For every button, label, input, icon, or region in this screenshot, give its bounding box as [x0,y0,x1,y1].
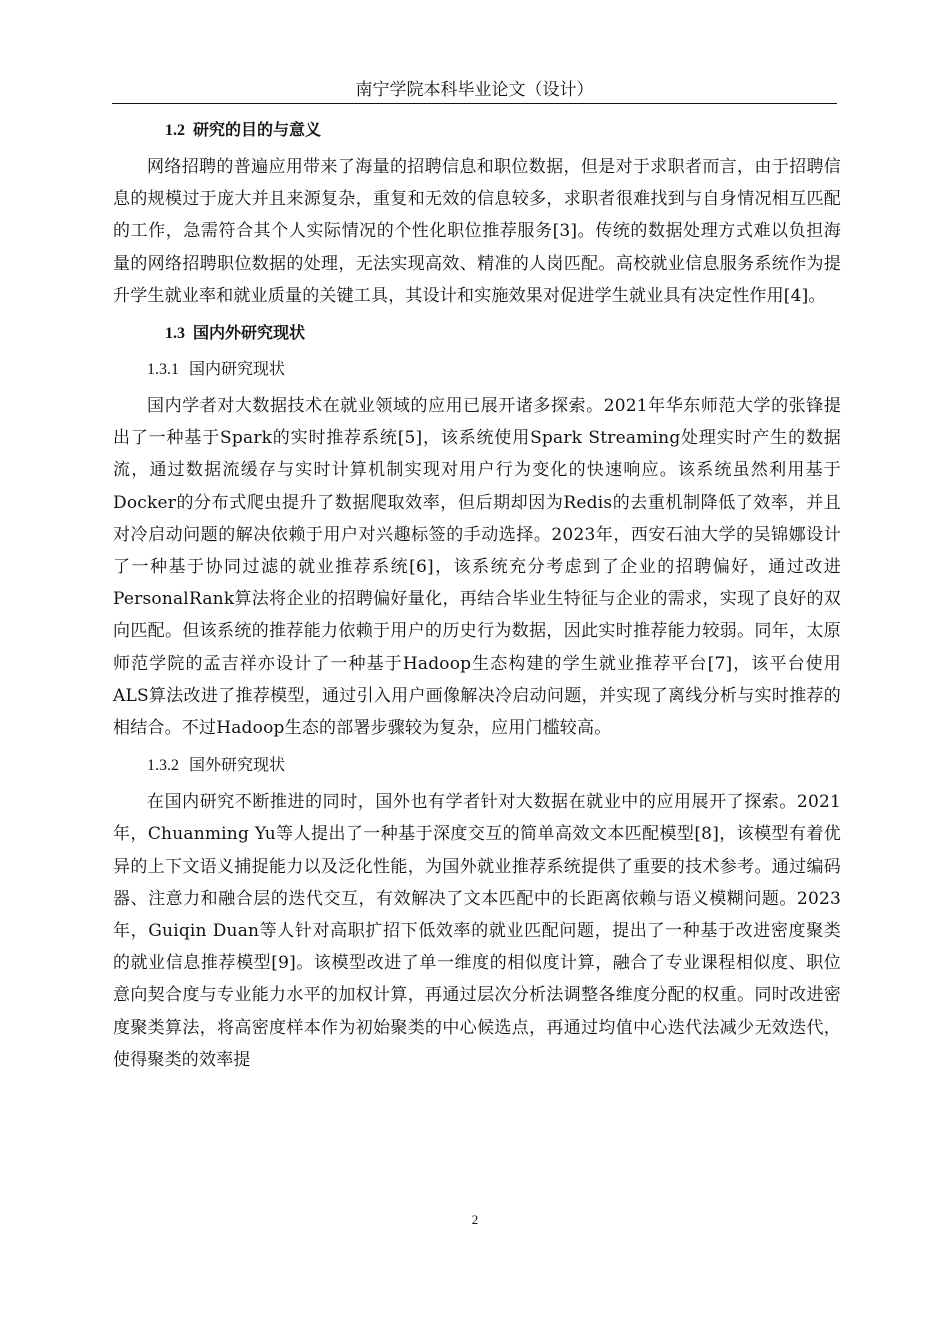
section-number: 1.2 [165,122,185,139]
section-number: 1.3 [165,325,185,343]
section-1-2-paragraph: 网络招聘的普遍应用带来了海量的招聘信息和职位数据，但是对于求职者而言，由于招聘信息的规模过于庞大并且来源复杂，重复和无效的信息较多，求职者很难找到与自身情况相互匹配的工作，急需符合其个人实际情况的个性化职位推荐服务[3]。传统的数据处理方式难以负担海量的网络招聘职位数据的处理，无法实现高效、精准的人岗匹配。高校就业信息服务系统作为提升学生就业率和就业质量的关键工具，其设计和实施效果对促进学生就业具有决定性作用[4]。 [113,157,841,306]
page-header: 南宁学院本科毕业论文（设计） [112,78,837,104]
section-number: 1.3.1 [147,361,179,379]
section-1-3-1-heading [113,354,841,384]
section-title: 国内研究现状 [189,359,286,379]
section-title: 国内外研究现状 [193,323,306,343]
section-title: 研究的目的与意义 [193,120,322,139]
section-title: 国外研究现状 [189,755,286,775]
section-1-3-1-paragraph: 国内学者对大数据技术在就业领域的应用已展开诸多探索。2021年华东师范大学的张锋提出了一种基于Spark的实时推荐系统[5]，该系统使用Spark Streaming处理实时产生的数据流，通过数据流缓存与实时计算机制实现对用户行为变化的快速响应。该系统虽然利用基于Docker的分布式爬虫提升了数据爬取效率，但后期却因为Redis的去重机制降低了效率，并且对冷启动问题的解决依赖于用户对兴趣标签的手动选择。2023年，西安石油大学的吴锦娜设计了一种基于协同过滤的就业推荐系统[6]，该系统充分考虑到了企业的招聘偏好，通过改进PersonalRank算法将企业的招聘偏好量化，再结合毕业生特征与企业的需求，实现了良好的双向匹配。但该系统的推荐能力依赖于用户的历史行为数据，因此实时推荐能力较弱。同年，太原师范学院的孟吉祥亦设计了一种基于Hadoop生态构建的学生就业推荐平台[7]，该平台使用ALS算法改进了推荐模型，通过引入用户画像解决冷启动问题，并实现了离线分析与实时推荐的相结合。不过Hadoop生态的部署步骤较为复杂，应用门槛较高。 [113,396,841,739]
section-1-3-2-heading [113,750,841,780]
section-1-3-heading [113,318,841,348]
page-number: 2 [471,1212,479,1227]
section-1-3-2-paragraph: 在国内研究不断推进的同时，国外也有学者针对大数据在就业中的应用展开了探索。2021年，Chuanming Yu等人提出了一种基于深度交互的简单高效文本匹配模型[8]，该模型有着优异的上下文语义捕捉能力以及泛化性能，为国外就业推荐系统提供了重要的技术参考。通过编码器、注意力和融合层的迭代交互，有效解决了文本匹配中的长距离依赖与语义模糊问题。2023年，Guiqin Duan等人针对高职扩招下低效率的就业匹配问题，提出了一种基于改进密度聚类的就业信息推荐模型[9]。该模型改进了单一维度的相似度计算，融合了专业课程相似度、职位意向契合度与专业能力水平的加权计算，再通过层次分析法调整各维度分配的权重。同时改进密度聚类算法，将高密度样本作为初始聚类的中心候选点，再通过均值中心迭代法减少无效迭代，使得聚类的效率提 [113,792,841,1070]
section-number: 1.3.2 [147,757,179,775]
document-body [113,115,841,1076]
section-1-2-heading [113,115,841,145]
